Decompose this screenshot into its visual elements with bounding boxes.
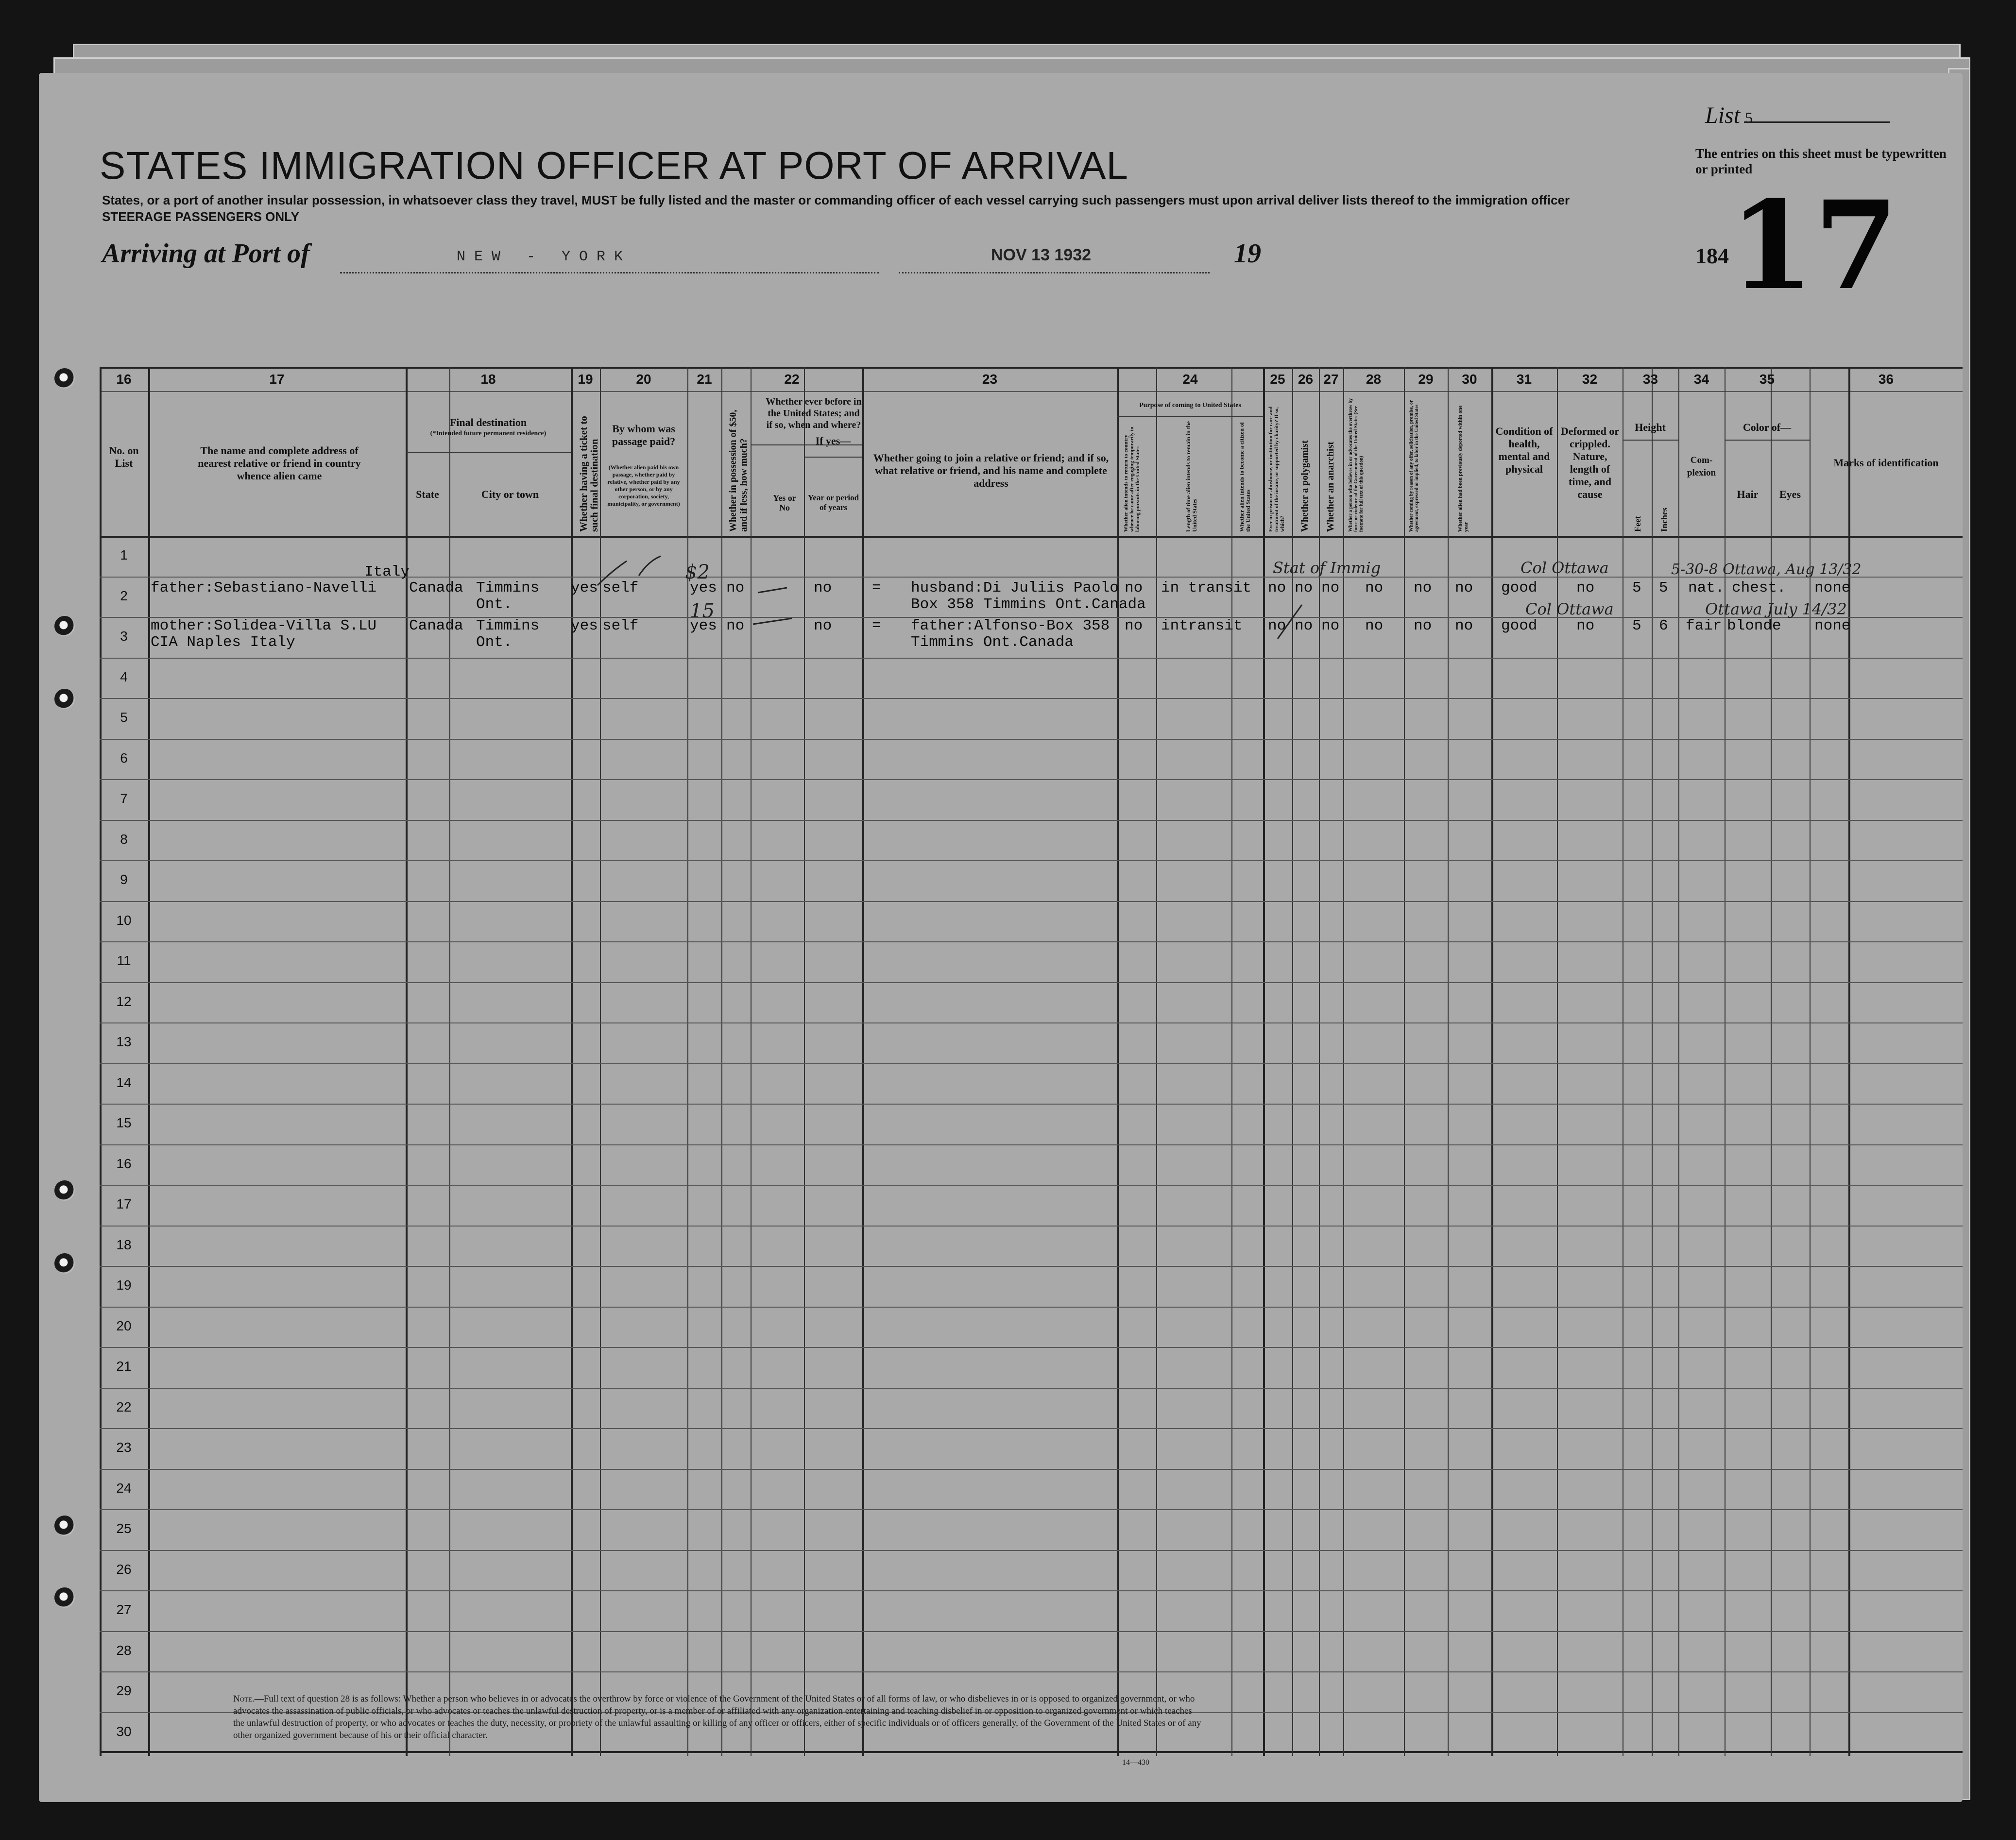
hdr-ticket: Whether having a ticket to such final destination	[578, 416, 600, 532]
row2-hair: blonde	[1727, 617, 1781, 634]
row1-hair: chest.	[1732, 579, 1786, 596]
row2-relative-name: mother:Solidea-Villa S.LU	[151, 617, 377, 634]
handwritten-col25-note: Stat of Immig	[1273, 559, 1381, 577]
handwritten-possession-1: $2	[685, 561, 710, 583]
row2-ever-before: no	[726, 617, 745, 634]
tick-mark	[753, 618, 792, 624]
hdr-state: State	[416, 488, 439, 500]
row-number: 26	[116, 1561, 132, 1577]
colnum-25: 25	[1270, 372, 1285, 387]
row1-ticket: yes	[571, 579, 598, 596]
row2-period: no	[814, 617, 832, 634]
colnum-36: 36	[1878, 372, 1894, 387]
row1-length: in transit	[1161, 579, 1252, 596]
hdr-purpose-a: Whether alien intends to return to country whence he came after engaging temporarily in laboring pursuits in the United States	[1123, 426, 1141, 532]
row-number: 27	[116, 1602, 132, 1617]
row-rule	[100, 1144, 1963, 1145]
row2-complexion: fair	[1686, 617, 1722, 634]
row-rule	[100, 1590, 1963, 1591]
colnum-33: 33	[1642, 372, 1658, 387]
row-rule	[100, 901, 1963, 902]
row2-city-line1: Timmins	[476, 617, 540, 634]
row-number: 21	[116, 1359, 132, 1374]
hdr-passage-paid-note: (Whether alien paid his own passage, whether paid by relative, whether paid by any other person, or by any corporation, society, municipality, or government)	[607, 464, 680, 507]
row2-state: Canada	[409, 617, 463, 634]
row1-feet: 5	[1632, 579, 1641, 596]
pencil-ticks	[39, 289, 1963, 726]
colnum-35: 35	[1759, 372, 1775, 387]
row1-marks: none	[1814, 579, 1851, 596]
row-number: 7	[120, 791, 128, 806]
hdr-inches: Inches	[1659, 507, 1669, 532]
row1-deformed: no	[1576, 579, 1595, 596]
hdr-anarchist: Whether an anarchist	[1325, 442, 1336, 532]
row1-ever-before: no	[726, 579, 745, 596]
row-number: 8	[120, 831, 128, 847]
row2-passage: self	[602, 617, 639, 634]
date-stamp: NOV 13 1932	[991, 246, 1092, 264]
row-rule	[100, 739, 1963, 740]
hdr-passage-paid: By whom was passage paid?	[612, 423, 676, 447]
row-number: 4	[120, 669, 128, 684]
row-rule	[100, 941, 1963, 942]
row-rule	[100, 1104, 1963, 1105]
row-number: 2	[120, 588, 128, 603]
row2-marks: none	[1814, 617, 1851, 634]
hdr-join-relative: Whether going to join a relative or friend; and if so, what relative or friend, and his name and complete address	[873, 452, 1109, 489]
row2-ticket: yes	[571, 617, 598, 634]
row-rule	[100, 1063, 1963, 1064]
row1-possession: yes	[690, 579, 717, 596]
hdr-purpose: Purpose of coming to United States	[1139, 402, 1241, 409]
hdr-relative-address: The name and complete address of nearest relative or friend in country whence alien came	[198, 444, 361, 482]
row2-join-line2: Timmins Ont.Canada	[911, 634, 1074, 651]
footnote-text: —Full text of question 28 is as follows: Whether a person who believes in or advocates the overthrow by force or violence of the Government of the United States or of all forms of law, or who disbelieves in or is opposed to organized government, or who advocates the assassination of public officials, or who advocates or teaches the unlawful destruction of property, or is a member of or affiliated with any organization entertaining and teaching disbelief in or opposition to organized government or which teaches the unlawful destruction of property, or who advocates or teaches the duty, necessity, or propriety of the unlawful assaulting or killing of any officer or officers, either of specific individuals or of officers generally, of the Government of the United States or of any other organized government because of his or their official character.	[233, 1694, 1201, 1740]
hdr-offer: Whether coming by reason of any offer, solicitation, promise, or agreement, expressed or implied, to labor in the United States	[1409, 400, 1419, 532]
row2-deformed: no	[1576, 617, 1595, 634]
colnum-17: 17	[269, 372, 285, 387]
row1-where: =	[872, 579, 881, 596]
manifest-table	[39, 289, 1963, 1746]
row-number: 17	[116, 1196, 132, 1211]
hdr-complexion: Com-plexion	[1687, 455, 1716, 478]
row2-offer: no	[1414, 617, 1432, 634]
row1-passage: self	[602, 579, 639, 596]
tick-mark	[1278, 605, 1302, 639]
row-rule	[100, 1509, 1963, 1510]
row-number: 20	[116, 1318, 132, 1333]
row1-deported: no	[1455, 579, 1473, 596]
colnum-27: 27	[1323, 372, 1339, 387]
row-number: 19	[116, 1278, 132, 1293]
row1-anarchist: no	[1321, 579, 1340, 596]
hdr-health: Condition of health, mental and physical	[1495, 425, 1553, 475]
row2-city-line2: Ont.	[476, 634, 513, 651]
row2-anarchist: no	[1321, 617, 1340, 634]
colnum-22: 22	[784, 372, 800, 387]
colnum-28: 28	[1366, 372, 1382, 387]
row-number: 15	[116, 1115, 132, 1130]
hdr-if-yes: If yes—	[815, 435, 851, 447]
hdr-hair: Hair	[1737, 488, 1759, 500]
list-label	[1705, 102, 1753, 129]
row-number: 3	[120, 629, 128, 644]
row-rule	[100, 1428, 1963, 1429]
row-number: 1	[120, 547, 128, 562]
row-number: 5	[120, 710, 128, 725]
footnote	[233, 1693, 1205, 1741]
hdr-color-of: Color of—	[1743, 421, 1792, 433]
page-title: STATES IMMIGRATION OFFICER AT PORT OF ARRIVAL	[100, 144, 1128, 187]
table-bottom-rule	[100, 1751, 1963, 1753]
row-number: 14	[116, 1074, 132, 1090]
colnum-32: 32	[1582, 372, 1598, 387]
row2-relative-place: CIA Naples Italy	[151, 634, 295, 651]
row-number: 9	[120, 872, 128, 887]
row2-possession: yes	[690, 617, 717, 634]
row2-feet: 5	[1632, 617, 1641, 634]
row1-polygamist: no	[1295, 579, 1313, 596]
row1-offer: no	[1414, 579, 1432, 596]
page-code: 184	[1695, 243, 1729, 268]
hdr-feet: Feet	[1633, 516, 1642, 532]
row-rule	[100, 1266, 1963, 1267]
hdr-deformed: Deformed or crippled. Nature, length of time, and cause	[1560, 425, 1620, 500]
subtitle	[102, 192, 1570, 225]
row2-join-line1: father:Alfonso-Box 358	[911, 617, 1110, 634]
colnum-30: 30	[1462, 372, 1477, 387]
arriving-label: Arriving at Port of	[102, 239, 310, 269]
manifest-sheet	[39, 73, 1963, 1802]
hdr-purpose-c: Whether alien intends to become a citizen of the United States	[1238, 422, 1251, 532]
row-rule	[100, 1022, 1963, 1023]
colnum-16: 16	[116, 372, 132, 387]
colnum-29: 29	[1418, 372, 1434, 387]
row-rule	[100, 1550, 1963, 1551]
row2-return: no	[1125, 617, 1143, 634]
row1-complexion: nat.	[1688, 579, 1725, 596]
hdr-no-on-list: No. on List	[109, 444, 139, 469]
row-rule	[100, 1226, 1963, 1227]
tick-mark	[639, 556, 661, 576]
list-underline	[1744, 121, 1890, 123]
subtitle-line-1: States, or a port of another insular possession, in whatsoever class they travel, MUST be fully listed and the master or commanding officer of each vessel carrying such passengers must upon arrival deliver lists thereof to the immigration officer	[102, 193, 1570, 207]
row1-prison: no	[1268, 579, 1286, 596]
hdr-final-destination: Final destination	[449, 416, 527, 428]
row1-join-line2: Box 358 Timmins Ont.Canada	[911, 596, 1146, 613]
row2-length: intransit	[1161, 617, 1243, 634]
row-number: 22	[116, 1399, 132, 1414]
row-number: 28	[116, 1642, 132, 1658]
row1-overthrow: no	[1365, 579, 1384, 596]
row-number: 18	[116, 1237, 132, 1252]
handwritten-row1-mark: 5-30-8 Ottawa, Aug 13/32	[1671, 561, 1862, 578]
row-rule	[100, 982, 1963, 983]
colnum-20: 20	[636, 372, 651, 387]
hdr-possession-50: Whether in possession of $50, and if less, how much?	[728, 409, 749, 532]
row1-inches: 5	[1659, 579, 1668, 596]
hdr-marks: Marks of identification	[1833, 457, 1939, 469]
colnum-26: 26	[1298, 372, 1314, 387]
row-rule	[100, 1631, 1963, 1632]
row-rule	[100, 779, 1963, 780]
row1-join-line1: husband:Di Juliis Paolo	[911, 579, 1119, 596]
handwritten-col31-note1: Col Ottawa	[1521, 559, 1609, 577]
hdr-final-destination-note: (*Intended future permanent residence)	[430, 430, 547, 437]
row-number: 10	[116, 912, 132, 928]
hdr-city: City or town	[481, 488, 539, 500]
row1-health: good	[1501, 579, 1538, 596]
colnum-24: 24	[1182, 372, 1198, 387]
row-number: 11	[117, 953, 131, 968]
colnum-18: 18	[480, 372, 496, 387]
handwritten-possession-2: 15	[690, 600, 715, 622]
footnote-lead: Note.	[233, 1694, 255, 1704]
row-number: 13	[116, 1034, 132, 1049]
row2-health: good	[1501, 617, 1538, 634]
row-number: 6	[120, 750, 128, 766]
tick-mark	[598, 561, 627, 585]
hdr-year-or-period: Year or period of years	[807, 493, 859, 512]
list-number: 5	[1745, 109, 1753, 126]
row2-inches: 6	[1659, 617, 1668, 634]
list-label-text: List	[1705, 102, 1741, 128]
hdr-polygamist: Whether a polygamist	[1299, 440, 1310, 532]
row1-return: no	[1125, 579, 1143, 596]
row1-relative-name: father:Sebastiano-Navelli	[151, 579, 377, 596]
handwritten-col31-note2: Col Ottawa	[1525, 600, 1614, 618]
row2-overthrow: no	[1365, 617, 1384, 634]
row-number: 25	[116, 1521, 132, 1536]
hdr-eyes: Eyes	[1779, 488, 1801, 500]
handwritten-row2-mark: Ottawa July 14/32	[1705, 600, 1847, 618]
row-rule	[100, 860, 1963, 861]
entries-note: The entries on this sheet must be typewritten or printed	[1695, 146, 1947, 176]
colnum-23: 23	[982, 372, 998, 387]
row-rule	[100, 1671, 1963, 1672]
hdr-prison: Ever in prison or almshouse, or institution for care and treatment of the insane, or supported by charity? If so, which?	[1268, 406, 1285, 532]
year-prefix: 19	[1234, 239, 1261, 269]
row1-relative-country: Italy	[364, 563, 410, 580]
tick-mark	[758, 588, 787, 593]
row-number: 30	[116, 1723, 132, 1739]
row-number: 24	[116, 1480, 132, 1496]
hdr-height: Height	[1635, 421, 1666, 433]
hdr-purpose-b: Length of time alien intends to remain in the United States	[1185, 421, 1198, 532]
row2-deported: no	[1455, 617, 1473, 634]
colnum-19: 19	[578, 372, 593, 387]
row2-polygamist: no	[1295, 617, 1313, 634]
row-rule	[100, 1347, 1963, 1348]
colnum-34: 34	[1693, 372, 1709, 387]
row-number: 16	[116, 1156, 132, 1171]
colnum-31: 31	[1516, 372, 1532, 387]
port-name: NEW - YORK	[457, 249, 632, 265]
row1-state: Canada	[409, 579, 463, 596]
row-number: 12	[116, 993, 132, 1009]
row1-city-line1: Timmins	[476, 579, 540, 596]
hdr-ever-before: Whether ever before in the United States; and if so, when and where?	[766, 396, 862, 430]
form-code: 14—430	[1122, 1758, 1149, 1767]
row2-prison: no	[1268, 617, 1286, 634]
row2-where: =	[872, 617, 881, 634]
port-line	[340, 272, 879, 273]
hdr-yes-or-no: Yes or No	[773, 493, 796, 512]
colnum-21: 21	[697, 372, 712, 387]
row-rule	[100, 820, 1963, 821]
date-line	[899, 272, 1210, 273]
row1-period: no	[814, 579, 832, 596]
row-rule	[100, 1388, 1963, 1389]
hdr-overthrow: Whether a person who believes in or advocates the overthrow by force or violence of the Government of the United States (See footnote for full text of this question)	[1348, 398, 1364, 532]
row-rule	[100, 1185, 1963, 1186]
sheet-number: 17	[1729, 174, 1898, 317]
subtitle-line-2: STEERAGE PASSENGERS ONLY	[102, 209, 299, 224]
row-rule	[100, 1307, 1963, 1308]
row-number: 29	[116, 1683, 132, 1698]
row1-city-line2: Ont.	[476, 596, 513, 613]
hdr-deported: Whether alien had been previously deported within one year	[1457, 405, 1469, 532]
row-rule	[100, 1469, 1963, 1470]
row-number: 23	[116, 1440, 132, 1455]
